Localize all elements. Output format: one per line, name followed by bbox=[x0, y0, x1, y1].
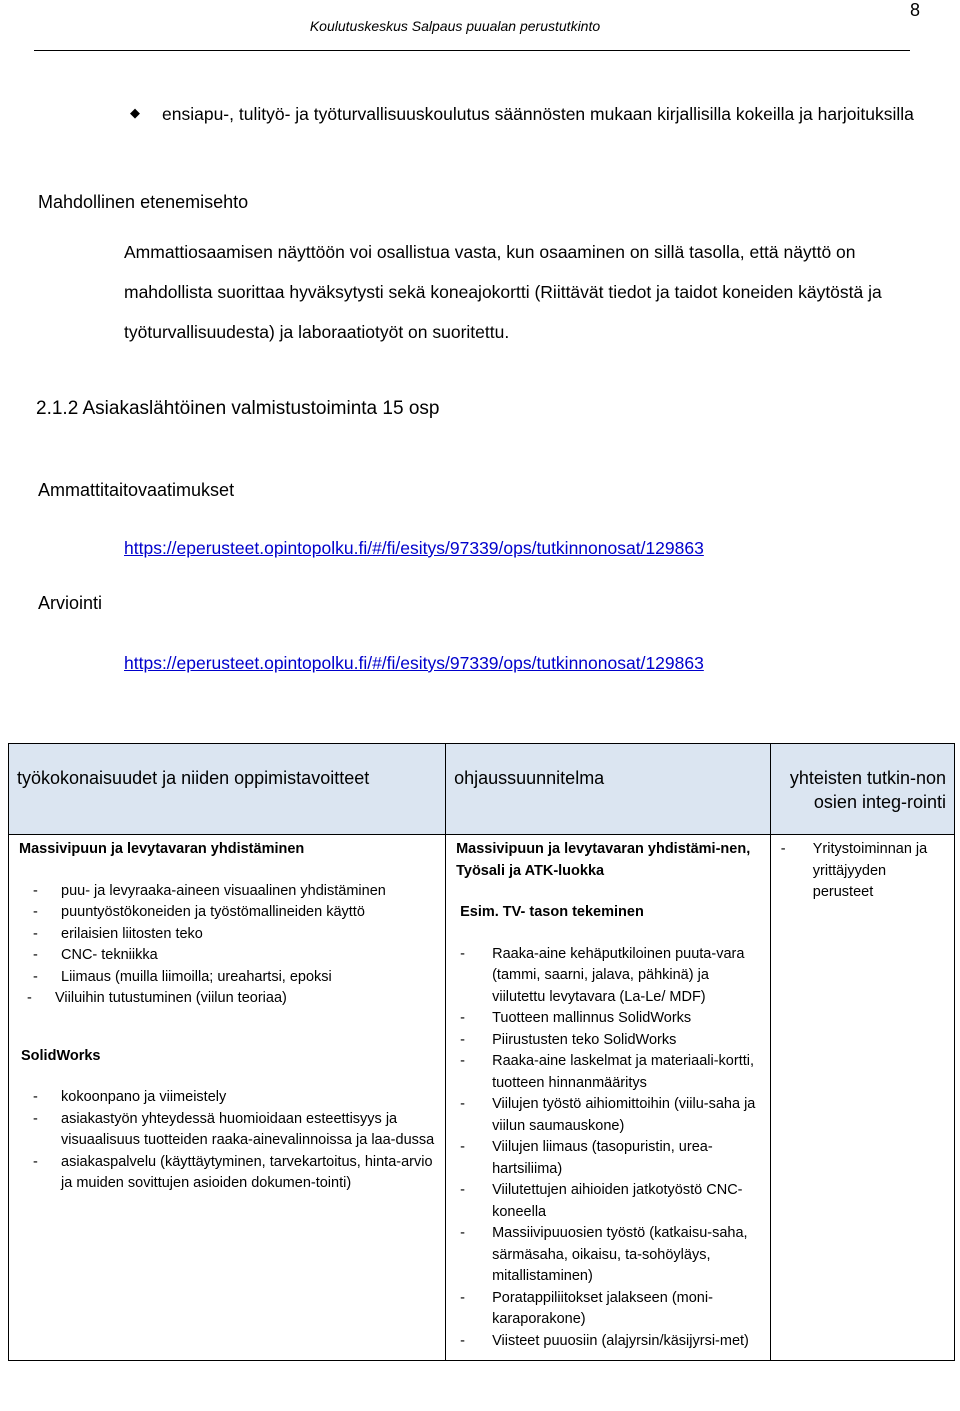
section-heading: 2.1.2 Asiakaslähtöinen valmistustoiminta 15 osp bbox=[36, 398, 440, 419]
diamond-bullet-icon: ◆ bbox=[130, 105, 140, 120]
assessment-link[interactable]: https://eperusteet.opintopolku.fi/#/fi/esitys/97339/ops/tutkinnonosat/129863 bbox=[124, 653, 704, 673]
list-item: - Viilutettujen aihioiden jatkotyöstö CNC- koneella bbox=[456, 1180, 762, 1223]
header-guidance-plan: ohjaussuunnitelma bbox=[446, 744, 771, 835]
guidance-plan-cell bbox=[446, 835, 771, 1361]
list-item: - puu- ja levyraaka-aineen visuaalinen yhdistäminen bbox=[19, 881, 435, 903]
guidance-list bbox=[456, 944, 762, 1353]
assessment-heading: Arviointi bbox=[38, 593, 103, 613]
guidance-title: Massivipuun ja levytavaran yhdistämi-nen, Työsali ja ATK-luokka bbox=[456, 841, 751, 879]
work-units-cell bbox=[9, 835, 446, 1361]
list-item: - asiakaspalvelu (käyttäytyminen, tarvekartoitus, hinta-arvio ja muiden sovittujen asioiden dokumen-tointi) bbox=[19, 1152, 435, 1195]
solidworks-list bbox=[19, 1087, 435, 1195]
requirements-link[interactable]: https://eperusteet.opintopolku.fi/#/fi/esitys/97339/ops/tutkinnonosat/129863 bbox=[124, 538, 704, 558]
list-item: - Raaka-aine kehäputkiloinen puuta-vara (tammi, saarni, jalava, pähkinä) ja viilutettu levytavara (La-Le/ MDF) bbox=[456, 944, 762, 1009]
list-item: - Liimaus (muilla liimoilla; ureahartsi, epoksi bbox=[19, 967, 435, 989]
header-title: Koulutuskeskus Salpaus puualan perustutkinto bbox=[309, 18, 601, 34]
list-item: - puuntyöstökoneiden ja työstömallineiden käyttö bbox=[19, 902, 435, 924]
header-rule bbox=[34, 50, 910, 51]
list-item: - kokoonpano ja viimeistely bbox=[19, 1087, 435, 1109]
progression-heading: Mahdollinen etenemisehto bbox=[38, 192, 249, 212]
integration-cell bbox=[770, 835, 954, 1361]
table-row bbox=[9, 835, 955, 1361]
list-item: - Raaka-aine laskelmat ja materiaali-kortti, tuotteen hinnanmääritys bbox=[456, 1051, 762, 1094]
list-item: - Poratappiliitokset jalakseen (moni-karaporakone) bbox=[456, 1288, 762, 1331]
list-item: - Viiluihin tutustuminen (viilun teoriaa) bbox=[19, 988, 435, 1010]
work-units-title: Massivipuun ja levytavaran yhdistäminen bbox=[19, 841, 305, 857]
header-common-integration: yhteisten tutkin-non osien integ-rointi bbox=[770, 744, 954, 835]
bullet-item bbox=[130, 98, 930, 130]
guidance-example: Esim. TV- tason tekeminen bbox=[460, 904, 644, 920]
solidworks-subtitle: SolidWorks bbox=[21, 1047, 101, 1064]
requirements-heading: Ammattitaitovaatimukset bbox=[38, 480, 235, 500]
list-item: - asiakastyön yhteydessä huomioidaan esteettisyys ja visuaalisuus tuotteiden raaka-ainevalinnoissa ja laa-dussa bbox=[19, 1109, 435, 1152]
list-item: - Piirustusten teko SolidWorks bbox=[456, 1030, 762, 1052]
list-item: - CNC- tekniikka bbox=[19, 945, 435, 967]
list-item: - Yritystoiminnan ja yrittäjyyden perusteet bbox=[781, 839, 946, 904]
curriculum-table bbox=[8, 743, 955, 1361]
table-header-row bbox=[9, 744, 955, 835]
progression-text: Ammattiosaamisen näyttöön voi osallistua vasta, kun osaaminen on sillä tasolla, että näyttö on mahdollista suorittaa hyväksytysti sekä koneajokortti (Riittävät tiedot ja taidot koneiden käytöstä ja työturvallisuudesta) ja laboraatiotyöt on suoritettu. bbox=[124, 242, 882, 342]
bullet-text: ensiapu-, tulityö- ja työturvallisuuskoulutus säännösten mukaan kirjallisilla kokeilla ja harjoituksilla bbox=[162, 104, 914, 124]
integration-list bbox=[781, 839, 946, 904]
list-item: - Viisteet puuosiin (alajyrsin/käsijyrsi-met) bbox=[456, 1331, 762, 1353]
list-item: - erilaisien liitosten teko bbox=[19, 924, 435, 946]
list-item: - Massiivipuuosien työstö (katkaisu-saha, särmäsaha, oikaisu, ta-sohöyläys, mitallistaminen) bbox=[456, 1223, 762, 1288]
work-units-list bbox=[19, 881, 435, 1010]
page-number: 8 bbox=[910, 0, 921, 20]
list-item: - Viilujen liimaus (tasopuristin, urea-hartsiliima) bbox=[456, 1137, 762, 1180]
header-work-units: työkokonaisuudet ja niiden oppimistavoitteet bbox=[9, 744, 446, 835]
list-item: - Tuotteen mallinnus SolidWorks bbox=[456, 1008, 762, 1030]
list-item: - Viilujen työstö aihiomittoihin (viilu-saha ja viilun saumauskone) bbox=[456, 1094, 762, 1137]
